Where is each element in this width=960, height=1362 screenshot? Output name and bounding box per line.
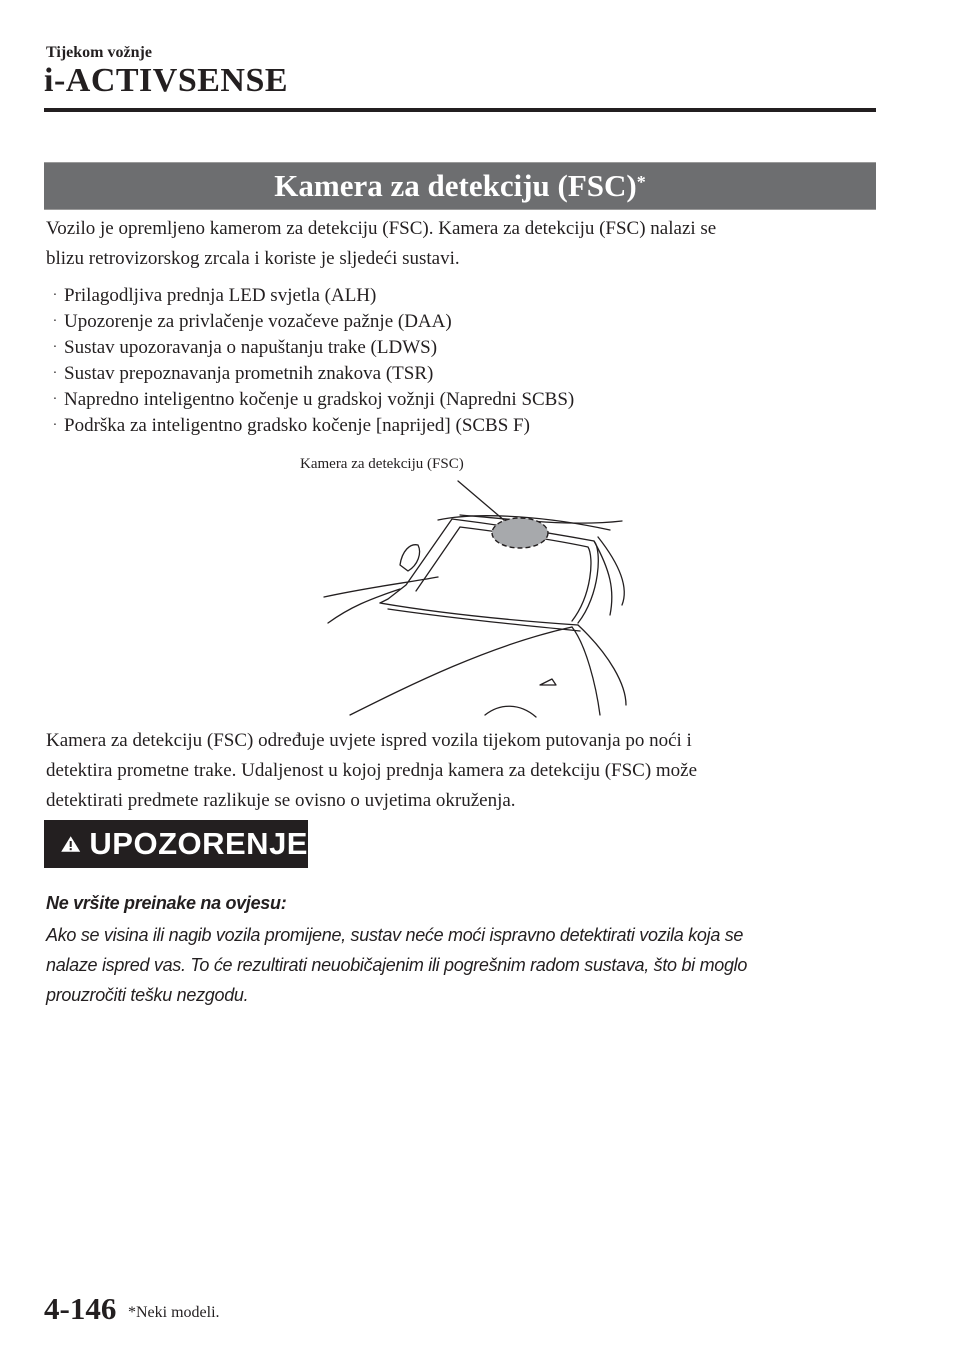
warning-line: prouzročiti tešku nezgodu. [46, 985, 249, 1005]
intro-line: blizu retrovizorskog zrcala i koriste je sljedeći sustavi. [46, 248, 460, 269]
fender-outer [578, 625, 626, 705]
chapter-title: i-ACTIVSENSE [44, 62, 289, 99]
intro-line: Vozilo je opremljeno kamerom za detekciju (FSC). Kamera za detekciju (FSC) nalazi se [46, 218, 717, 239]
section-title: Tijekom vožnje [46, 44, 152, 61]
optional-equipment-marker: * [636, 171, 646, 192]
bullet-icon: · [52, 288, 58, 303]
cowl-line-lower [388, 609, 580, 631]
bullet-icon: · [52, 366, 58, 381]
figure-callout-label: Kamera za detekciju (FSC) [300, 456, 464, 472]
list-item-text: Napredno inteligentno kočenje u gradskoj vožnji (Napredni SCBS) [64, 389, 575, 410]
bullet-icon: · [52, 314, 58, 329]
headlight-arc [485, 706, 536, 717]
warning-line: Ako se visina ili nagib vozila promijene, sustav neće moći ispravno detektirati vozila koja se [46, 925, 744, 945]
bullet-icon: · [52, 392, 58, 407]
list-item [46, 283, 876, 309]
cowl-line [380, 603, 578, 625]
list-item [46, 335, 876, 361]
warning-text [46, 920, 876, 1010]
description-line: Kamera za detekciju (FSC) određuje uvjete ispred vozila tijekom putovanja po noći i [46, 730, 692, 751]
fender-line [572, 627, 600, 715]
side-mirror [400, 545, 420, 571]
windshield-frame-outer [380, 519, 598, 623]
list-item [46, 387, 876, 413]
warning-triangle-icon [60, 828, 81, 860]
footnote: *Neki modeli. [128, 1304, 220, 1321]
system-list [46, 283, 876, 439]
list-item-text: Upozorenje za privlačenje vozačeve pažnje (DAA) [64, 311, 452, 332]
list-item-text: Sustav prepoznavanja prometnih znakova (TSR) [64, 363, 434, 384]
windshield-camera-illustration [310, 475, 640, 720]
header-divider [44, 108, 876, 112]
list-item-text: Prilagodljiva prednja LED svjetla (ALH) [64, 285, 377, 306]
list-item [46, 361, 876, 387]
warning-heading: Ne vršite preinake na ovjesu: [46, 893, 287, 913]
camera-location-marker [492, 518, 548, 548]
warning-banner [44, 820, 308, 868]
bullet-icon: · [52, 418, 58, 433]
intro-paragraph [46, 214, 876, 274]
description-line: detektira prometne trake. Udaljenost u kojoj prednja kamera za detekciju (FSC) može [46, 760, 698, 781]
warning-label: UPOZORENJE [89, 826, 308, 861]
side-line [598, 537, 624, 605]
description-paragraph [46, 726, 876, 816]
description-line: detektirati predmete razlikuje se ovisno o uvjetima okruženja. [46, 790, 516, 811]
page-number: 4-146 [44, 1291, 117, 1326]
hood-line [324, 577, 438, 597]
warning-line: nalaze ispred vas. To će rezultirati neuobičajenim ili pogrešnim radom sustava, što bi moglo [46, 955, 748, 975]
list-item-text: Sustav upozoravanja o napuštanju trake (LDWS) [64, 337, 438, 358]
hood-crease [350, 627, 572, 715]
page-title-band [44, 162, 876, 210]
bullet-icon: · [52, 340, 58, 355]
list-item [46, 413, 876, 439]
list-item [46, 309, 876, 335]
page-title: Kamera za detekciju (FSC) [274, 168, 637, 203]
side-marker [540, 679, 556, 685]
list-item-text: Podrška za inteligentno gradsko kočenje [naprijed] (SCBS F) [64, 415, 530, 436]
